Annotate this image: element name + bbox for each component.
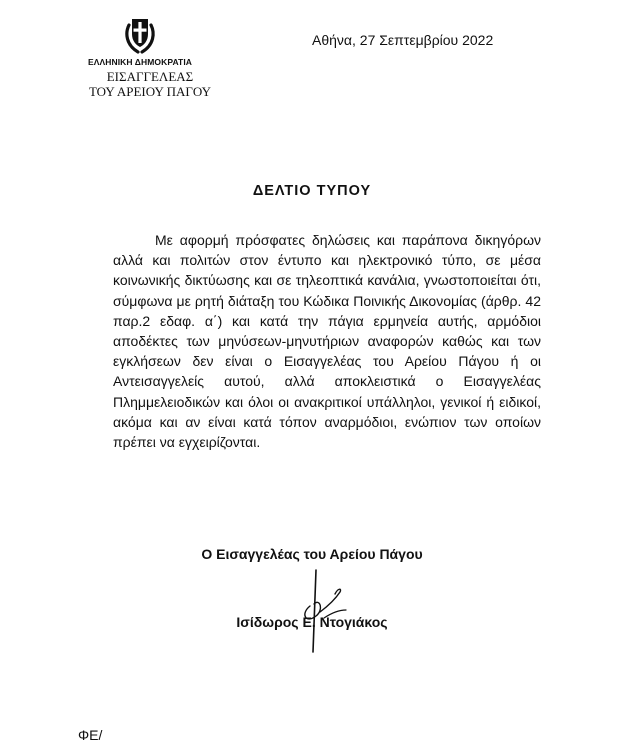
- signatory-name: Ισίδωρος Ε. Ντογιάκος: [236, 614, 388, 630]
- handwritten-signature-icon: [280, 566, 360, 656]
- office-name-line2: ΤΟΥ ΑΡΕΙΟΥ ΠΑΓΟΥ: [88, 84, 212, 99]
- state-name: ΕΛΛΗΝΙΚΗ ΔΗΜΟΚΡΑΤΙΑ: [87, 57, 193, 67]
- office-name-line1: ΕΙΣΑΓΓΕΛΕΑΣ: [106, 69, 194, 84]
- signatory-title: Ο Εισαγγελέας του Αρείου Πάγου: [201, 546, 423, 562]
- hellenic-republic-coat-of-arms-icon: [122, 15, 158, 55]
- document-date: Αθήνα, 27 Σεπτεμβρίου 2022: [312, 32, 494, 48]
- document-body: Με αφορμή πρόσφατες δηλώσεις και παράπονα δικηγόρων αλλά και πολιτών στον έντυπο και ηλεκτρονικό τύπο, σε μέσα κοινωνικής δικτύωσης και σε τηλεοπτικά κανάλια, γνωστοποιείται ότι, σύμφωνα με ρητή διάταξη του Κώδικα Ποινικής Δικονομίας (άρθρ. 42 παρ.2 εδαφ. α΄) και κατά την πάγια ερμηνεία αυτής, αρμόδιοι αποδέκτες των μηνύσεων-μηνυτήριων αναφορών καθώς και των εγκλήσεων δεν είναι ο Εισαγγελέας του Αρείου Πάγου ή οι Αντεισαγγελείς αυτού, αλλά αποκλειστικά ο Εισαγγελέας Πλημμελειοδικών και όλοι οι ανακριτικοί υπάλληλοι, γενικοί ή ειδικοί, ακόμα και αν είναι κατά τόπον αναρμόδιοι, ενώπιον των οποίων πρέπει να εγχειρίζονται.: [113, 232, 541, 451]
- reference-code: ΦΕ/: [78, 727, 103, 743]
- document-title: ΔΕΛΤΙΟ ΤΥΠΟΥ: [252, 183, 372, 199]
